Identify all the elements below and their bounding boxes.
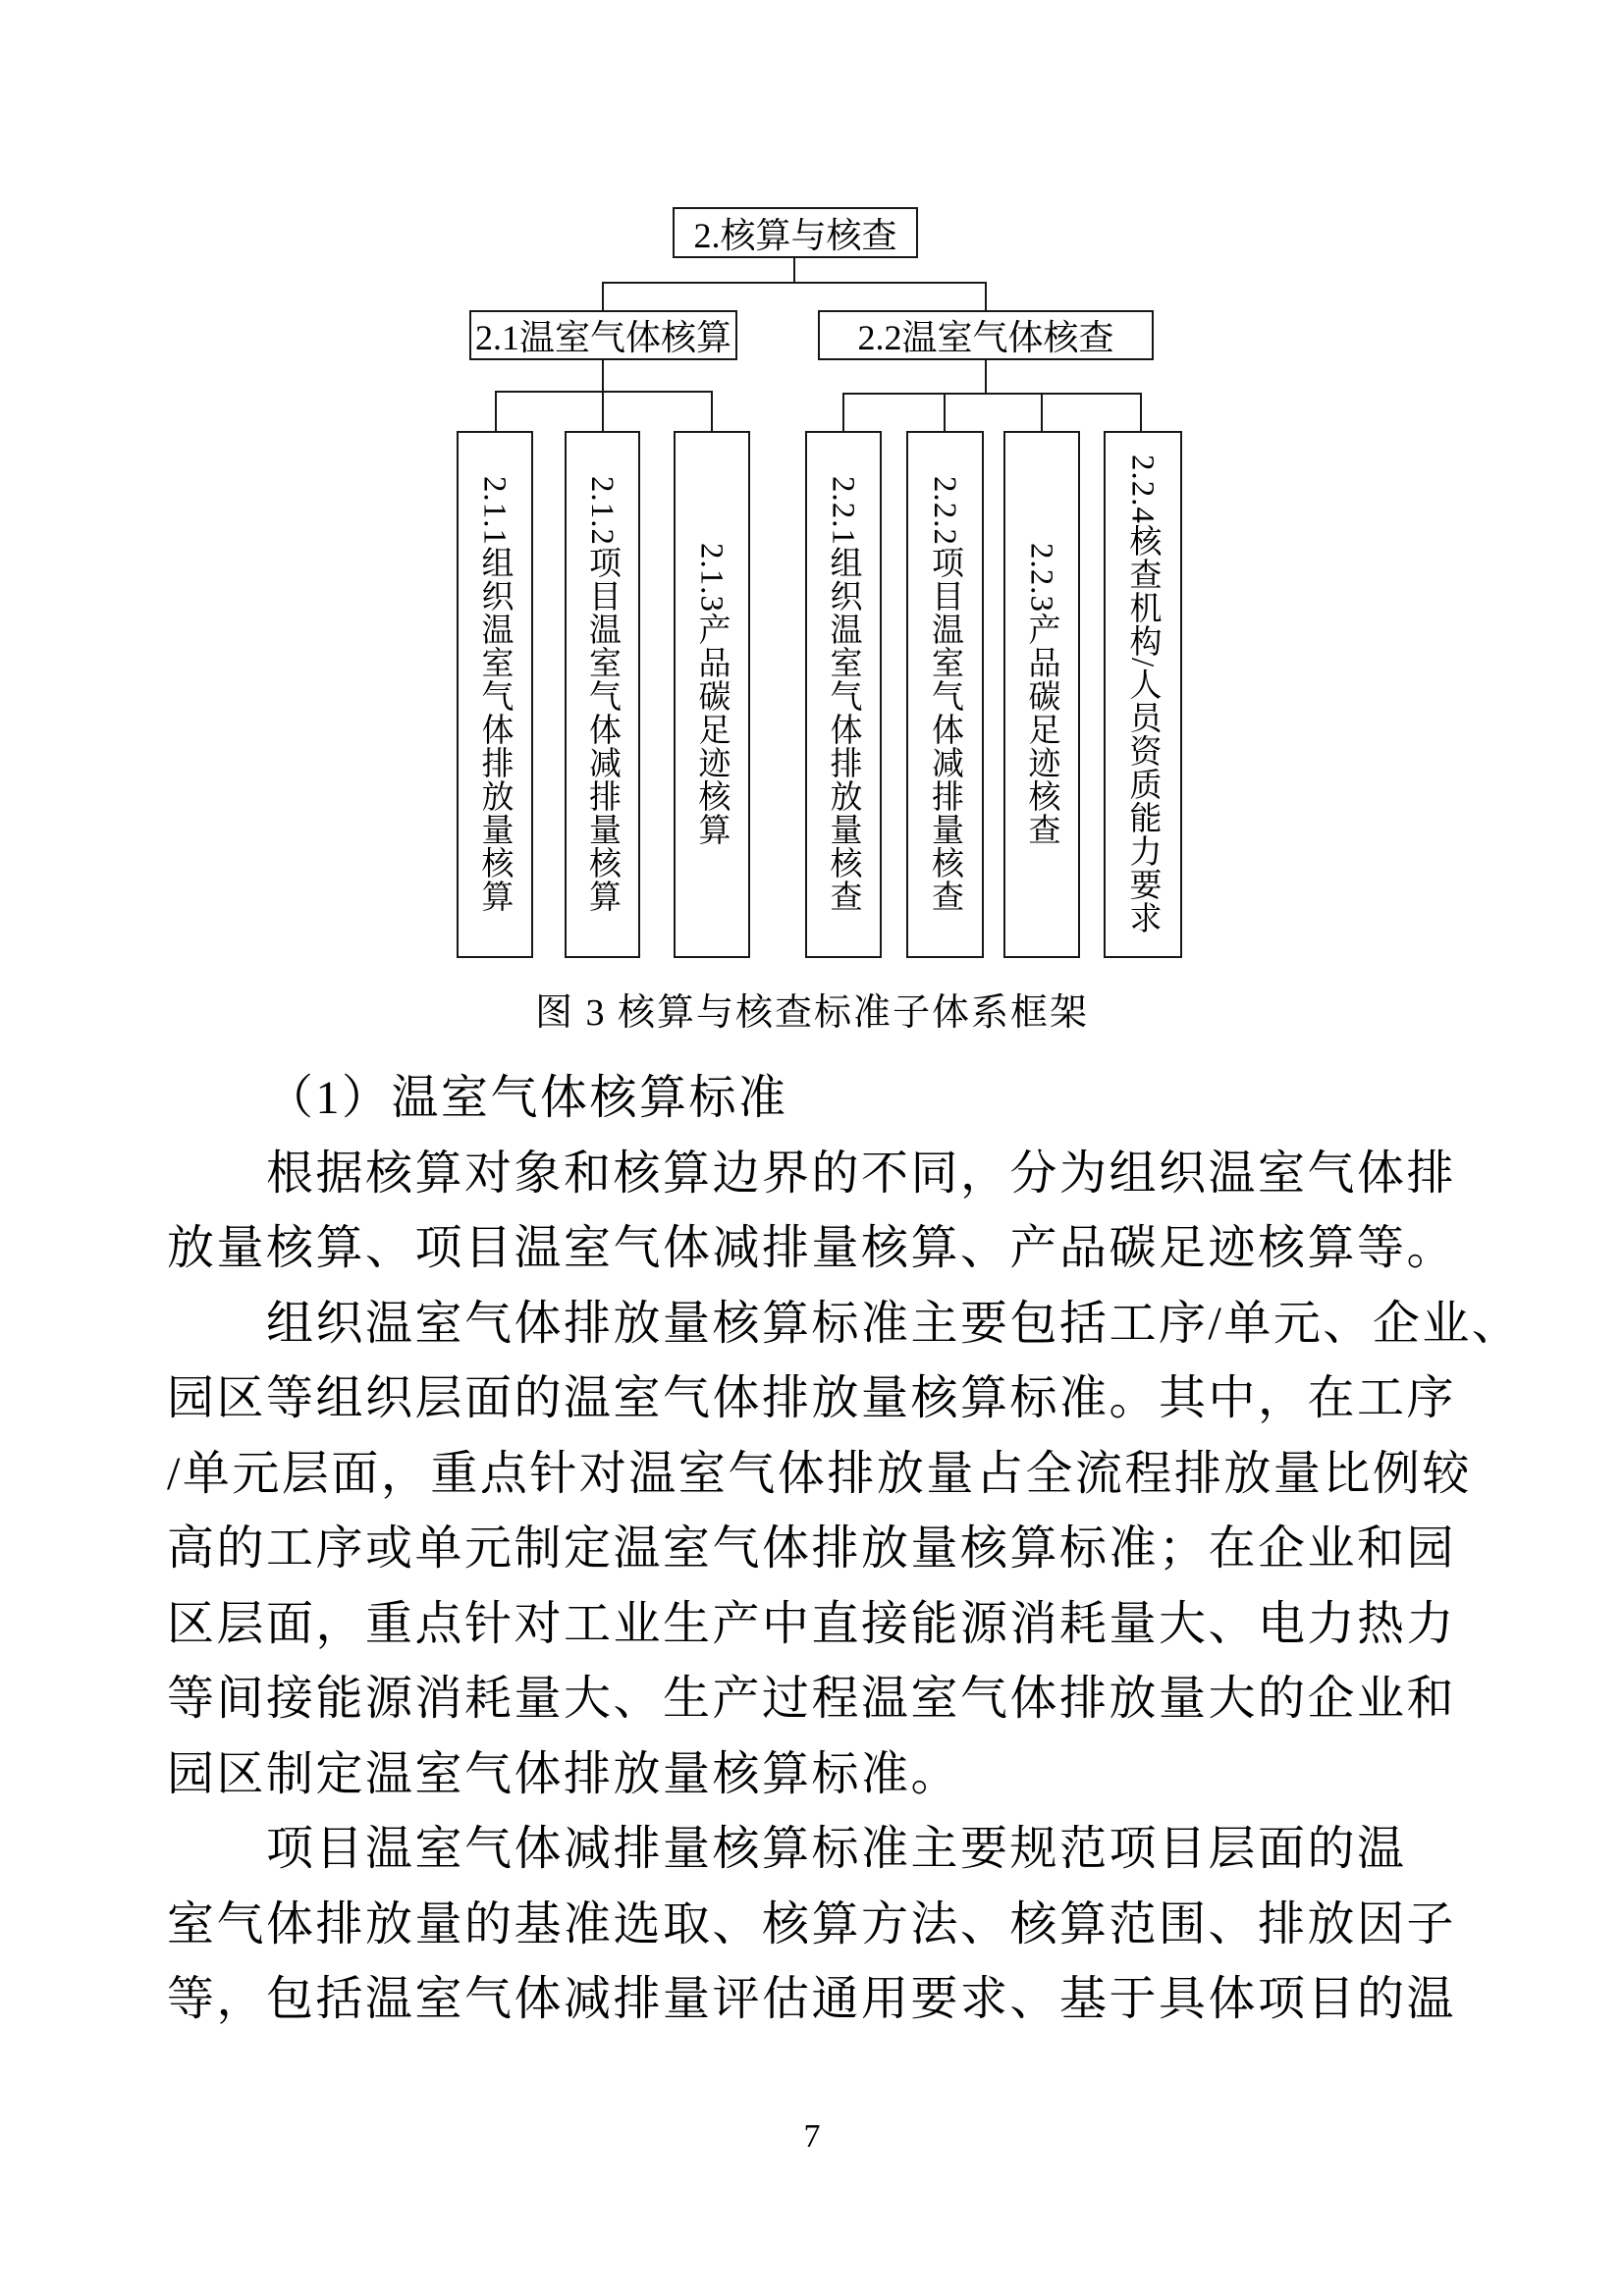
- flowchart-node-2-2-1: 2.2.1组织温室气体排放量核查: [805, 431, 882, 958]
- connector-line: [1041, 393, 1043, 433]
- body-text-line: 根据核算对象和核算边界的不同，分为组织温室气体排: [266, 1148, 1457, 1200]
- connector-line: [842, 393, 1142, 395]
- flowchart-node-2-2-3: 2.2.3产品碳足迹核查: [1003, 431, 1080, 958]
- body-text-line: 园区制定温室气体排放量核算标准。: [167, 1748, 961, 1800]
- connector-line: [711, 391, 713, 433]
- body-text-line: 组织温室气体排放量核算标准主要包括工序/单元、企业、: [266, 1298, 1522, 1350]
- body-text-line: 项目温室气体减排量核算标准主要规范项目层面的温: [266, 1823, 1407, 1875]
- flowchart-node-2-1-1: 2.1.1组织温室气体排放量核算: [457, 431, 533, 958]
- figure-caption: 图 3 核算与核查标准子体系框架: [534, 992, 1089, 1034]
- flowchart-node-2-1-3: 2.1.3产品碳足迹核算: [674, 431, 750, 958]
- body-text-line: 高的工序或单元制定温室气体排放量核算标准；在企业和园: [167, 1522, 1457, 1575]
- flowchart-node-2-2-4: 2.2.4核查机构/人员资质能力要求: [1104, 431, 1182, 958]
- connector-line: [944, 393, 946, 433]
- connector-line: [842, 393, 844, 433]
- flowchart-node-2-2-2: 2.2.2项目温室气体减排量核查: [906, 431, 984, 958]
- section-heading: （1）温室气体核算标准: [266, 1072, 788, 1124]
- flowchart-node-root: 2.核算与核查: [673, 207, 918, 258]
- connector-line: [602, 282, 604, 312]
- connector-line: [1140, 393, 1142, 433]
- body-text-line: 等间接能源消耗量大、生产过程温室气体排放量大的企业和: [167, 1673, 1457, 1725]
- flowchart-node-2-1-2: 2.1.2项目温室气体减排量核算: [565, 431, 640, 958]
- connector-line: [793, 257, 795, 284]
- body-text-line: 等，包括温室气体减排量评估通用要求、基于具体项目的温: [167, 1973, 1457, 2025]
- body-text-line: 区层面，重点针对工业生产中直接能源消耗量大、电力热力: [167, 1598, 1457, 1650]
- body-text-line: 放量核算、项目温室气体减排量核算、产品碳足迹核算等。: [167, 1222, 1457, 1274]
- connector-line: [602, 359, 604, 393]
- connector-line: [495, 391, 497, 433]
- body-text-line: /单元层面，重点针对温室气体排放量占全流程排放量比例较: [167, 1448, 1472, 1500]
- connector-line: [602, 282, 987, 284]
- connector-line: [602, 391, 604, 433]
- body-text-line: 室气体排放量的基准选取、核算方法、核算范围、排放因子: [167, 1898, 1457, 1950]
- flowchart-node-2-1: 2.1温室气体核算: [469, 310, 737, 360]
- connector-line: [985, 282, 987, 312]
- connector-line: [495, 391, 713, 393]
- page-number: 7: [803, 2118, 821, 2155]
- body-text-line: 园区等组织层面的温室气体排放量核算标准。其中，在工序: [167, 1372, 1457, 1424]
- connector-line: [985, 359, 987, 395]
- flowchart-node-2-2: 2.2温室气体核查: [818, 310, 1154, 360]
